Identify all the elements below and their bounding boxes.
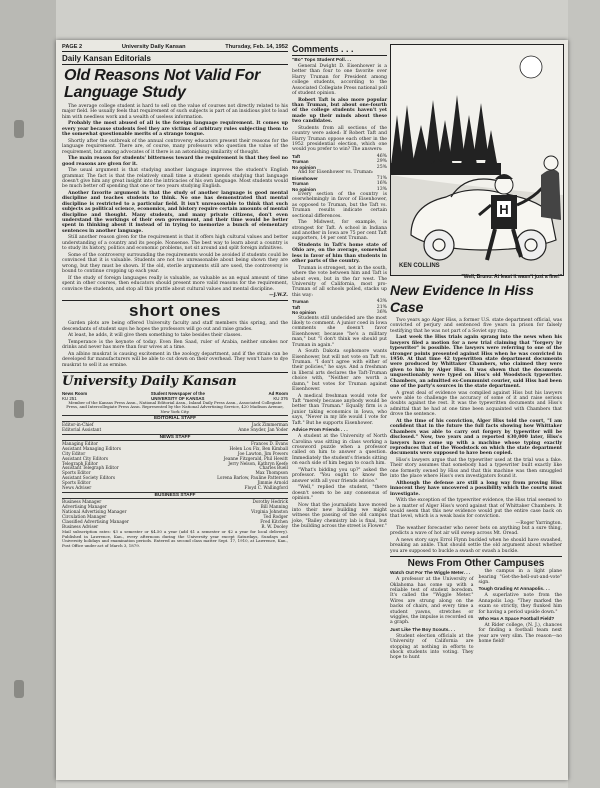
comment-paragraph: A South Dakota sophomore wants Eisenhower, but will not vote on Taft vs. Truman. "I don't agree with either of their policies," he says. And a freshman in liberal arts declares the Taft-Truman choice with, "Neither are worth a damn," but votes for Truman against Eisenhower. xyxy=(292,349,387,393)
comment-paragraph: Students from all sections of the country were asked: If Robert Taft and Harry Truman oppose each other in the 1952 presidential election, which one would you prefer to win? The answers: xyxy=(292,125,387,153)
editorial-paragraph: Still another reason given for the requirement is that it offers high cultural values and better understanding of a country and its people. Nonsense. The best way to learn about a country is to study its history, politics and economic problems, not sit around and split foreign infinitives. xyxy=(62,235,288,252)
staff-role: City Editor xyxy=(62,450,86,456)
hiss-paragraph: Last week the Hiss trials again sprang into the news when his lawyers filed a motion for a new trial claiming that "forgery by typewriter" is possible. The lawyers were referring to one of the stronger points presented against Hiss when he was convicted in 1950. At that time 42 typewritten state department documents were produced by Whittaker Chambers, who claimed they were given to him by Alger Hiss. It was shown that the documents unquestionably were typed on Hiss's old Woodstock typewriter. Chambers, an admitted ex-Communist courier, said Hiss had been one of the party's sources in the state department. xyxy=(390,335,562,390)
news-staff-list xyxy=(62,442,288,491)
staff-role: Assistant Managing Editors xyxy=(62,445,121,451)
poll-results-eisenhower-truman xyxy=(292,176,387,192)
comments-text xyxy=(292,316,387,427)
staff-row xyxy=(62,486,288,491)
staff-role: Sports Editor xyxy=(62,480,91,486)
poll-percent: 13% xyxy=(376,186,387,192)
editorial-paragraph: Some of the controversy surrounding the requirements would be avoided if students could be convinced that it is valuable. Students are not too unreasonable about being shown they are wrong, but they must be shown. If the old, sterile arguments still are used, the controversy is bound to continue cropping up each year. xyxy=(62,252,288,275)
editorial-paragraph: The average college student is hard to sell on the value of courses not directly related to his major field. He usually feels that requirement of such subjects is part of an insidious plot to load him with needless work and a wealth of useless information. xyxy=(62,104,288,120)
poll-percent: 16% xyxy=(376,181,387,187)
poll-option: No opinion xyxy=(292,186,316,192)
staff-role: Business Manager xyxy=(62,499,102,504)
editorial-column xyxy=(62,53,288,548)
poll-option: Truman xyxy=(292,181,309,187)
page-number: PAGE 2 xyxy=(62,44,83,50)
poll-percent: 43% xyxy=(376,299,387,305)
poll-percent: 21% xyxy=(376,304,387,310)
comments-text xyxy=(292,64,387,153)
poll-option: Taft xyxy=(292,154,301,160)
staff-role: Managing Editor xyxy=(62,440,98,446)
campus-item-text: A superlative note from the Annapolis Log: "They marked the exam so strictly, they flunked him for having a period upside down." xyxy=(478,593,562,615)
short-one-item: Garden plots are being offered University faculty and staff members this spring, and the descendants of student says he hopes the professors will go out and raise grades. xyxy=(62,321,288,332)
masthead-title: University Daily Kansan xyxy=(62,372,288,391)
staff-name: Frances D. Evans xyxy=(250,440,288,446)
campuses-columns xyxy=(390,569,562,661)
sweater-letter: H xyxy=(499,202,509,217)
staff-name: Dorothy Hedrick xyxy=(252,499,288,504)
news-room-phone: KU 251 xyxy=(62,395,77,401)
short-one-item: An albino muskrat is causing excitement in the zoology department, and if the strain can be developed fur manufacturers will be able to cut down on their overhead. They won't have to dye muskrat to sell it as ermine. xyxy=(62,351,288,368)
staff-role: Assistant Telegraph Editor xyxy=(62,465,119,471)
business-staff-title: BUSINESS STAFF xyxy=(62,492,288,499)
comments-text xyxy=(292,192,387,298)
page-header xyxy=(62,44,288,52)
staff-name: Bill Manning xyxy=(260,503,288,509)
campuses-left xyxy=(390,569,474,661)
hiss-paragraph: Two years ago Alger Hiss, a former U.S. state department official, was convicted of perjury and sentenced five years in prison for falsely testifying that he was not part of a Soviet spy ring. xyxy=(390,318,562,334)
hiss-paragraph: At the time of his conviction, Alger Hiss told the court, "I am confident that in the future the full facts showing how Whittaker Chambers was able to carry out forgery by typewriter will be disclosed." Now, two years and a reported $30,000 later, Hiss's lawyers have come up with a machine whose typing exactly reproduces that of the Woodstock on which the state department documents were supposed to have been copied. xyxy=(390,418,562,457)
staff-role: News Adviser xyxy=(62,485,92,491)
staff-name: Charles Buell xyxy=(259,465,288,471)
staff-name: Jeanne Fitzgerald, Phil Hewitt xyxy=(223,455,288,461)
staff-role: Assistant City Editors xyxy=(62,455,109,461)
editorial-paragraph: If the study of foreign languages really is valuable, as valuable as an equal amount of time spent in other courses, then educators should present more valid reasons for the requirement, convince the students, and stop all this prattle about cultural values and mental discipline. xyxy=(62,275,288,292)
editorial-cartoon xyxy=(390,44,564,276)
staff-role: Assistant Society Editors xyxy=(62,475,116,481)
comment-paragraph: A medical freshman would vote for Taft "merely because anybody would be better than Truman." Equally firm is a junior taking economics in Iowa, who says, "Never in my life would I vote for Taft." But he supports Eisenhower. xyxy=(292,393,387,426)
comments-subhead: "Bo" Tops Student Poll. . . xyxy=(292,58,352,63)
hiss-paragraph: With the exception of the typewriter evidence, the Hiss trial seemed to be a matter of Alger Hiss's word against that of Whittaker Chambers. It would seem that this new evidence would put the entire case back on that level, which is a weak basis for conviction. xyxy=(390,498,562,520)
campus-item-text: At Rider college, (N. J.), chances for finding a football team next year are very slim. The reason—no home field! xyxy=(478,623,562,645)
comment-paragraph: Robert Taft is also more popular than Truman, but about one-fourth of the college students haven't yet made up their minds about these two candidates. xyxy=(292,97,387,125)
staff-name: Anne Snyder, Jan Yoder xyxy=(238,427,288,433)
campus-item-text: A professor at the University of Oklahoma has come up with a reliable test of student boredom. It's called the "Wiggle Meter." Wires are strung along on the backs of chairs, and every time a student yawns, stretches or wiggles, the impulse is recorded on a graph. xyxy=(390,577,474,626)
staff-role: Circulation Manager xyxy=(62,513,107,519)
campuses-title: News From Other Campuses xyxy=(390,556,562,569)
binder-hole xyxy=(14,120,24,138)
paper-name: University Daily Kansan xyxy=(121,44,186,50)
campus-item-head: Just Like The Boy Scouts. . . xyxy=(390,627,456,633)
poll-percent: 29% xyxy=(376,159,387,165)
staff-role: Advertising Manager xyxy=(62,503,107,509)
staff-role: Business Adviser xyxy=(62,523,99,529)
comment-paragraph: "What's bidding you up?" asked the professor. "You ought to know the answer with all your friends advice." xyxy=(292,467,387,484)
short-ones-title: short ones xyxy=(129,301,221,321)
staff-role: Sports Editor xyxy=(62,470,91,476)
staff-name: Joe Lawton, Jim Powers xyxy=(237,450,288,456)
comment-paragraph: General Dwight D. Eisenhower is a better than four to one favorite over Harry Truman for President among college students, according to the Associated Collegiate Press national poll of student opinion. xyxy=(292,64,387,97)
binder-hole xyxy=(14,680,24,698)
masthead-sub2: UNIVERSITY OF KANSAS xyxy=(151,395,205,401)
filler-paragraph: The weather forecaster who never bets on anything but a sure thing, predicts a wave of hot air will sweep across Mt. Oread. xyxy=(390,525,562,537)
poll-option: Truman xyxy=(292,159,309,165)
news-staff-title: NEWS STAFF xyxy=(62,434,288,441)
left-margin xyxy=(0,0,56,788)
poll-option: No opinion xyxy=(292,310,316,316)
poll-percent: 46% xyxy=(376,154,387,160)
poll-question: And for Eisenhower vs. Truman: xyxy=(298,170,374,176)
issue-date: Thursday, Feb. 14, 1952 xyxy=(225,44,288,50)
campus-item-text: the campus in a light plane bearing "Get-the-hell-out-and-vote" sign. xyxy=(478,569,562,585)
staff-name: Jimmie Arnold xyxy=(257,480,288,486)
poll-option: Eisenhower xyxy=(292,175,318,181)
editorial-paragraph: The usual argument is that studying another language improves the student's English grammar. The fact is that the relatively small time a student spends studying that language doesn't give him any great insight into the intricacies of his own language. Most students would be much better off spending that one or two years studying English. xyxy=(62,168,288,190)
poll-option: Truman xyxy=(292,299,309,305)
editorial-paragraph: Shortly after the outbreak of the annual controversy educators present their reasons for the language requirement. There are, of course, many professors who question the value of the requirement, but among advocates of it there is an astonishing similarity of thought. xyxy=(62,138,288,155)
editorial-staff-list xyxy=(62,423,288,433)
comment-paragraph: Students in Taft's home state of Ohio are, on the average, somewhat less in favor of him than students in other parts of the country. xyxy=(292,242,387,265)
staff-name: Fred Kitchen xyxy=(260,518,288,524)
staff-name: Floyd C. Wallingford xyxy=(244,485,288,491)
staff-role: Classified Advertising Manager xyxy=(62,518,129,524)
staff-name: Jerry Nelson, Kathryn Keefe xyxy=(228,460,288,466)
comment-paragraph: The Midwest, for example, is strongest for Taft. A school in Indiana and another in Iowa are 75 per cent Taft supporters, 14 per cent Truman. xyxy=(292,220,387,242)
hiss-body xyxy=(390,318,562,520)
comments-column xyxy=(292,44,387,531)
short-ones-box xyxy=(62,300,288,368)
hiss-headline: New Evidence In Hiss Case xyxy=(390,282,534,315)
cartoon-signature: KEN COLLINS xyxy=(399,263,440,269)
staff-row xyxy=(62,428,288,433)
news-room-label: News Room xyxy=(62,390,88,396)
hiss-column xyxy=(390,282,562,661)
editorial-paragraph: Probably the most abused of all is the foreign language requirement. It comes up every year because students feel they are victims of arbitrary rules subjecting them to the somewhat questionable merits of a strange tongue. xyxy=(62,121,288,138)
hiss-paragraph: Although the defense are still a long way from proving Hiss innocent they have uncovered a possibility which the courts must investigate. xyxy=(390,480,562,497)
staff-role: Telegraph Editor xyxy=(62,460,98,466)
editorial-paragraph: The main reason for students' bitterness toward the requirement is that they feel no good reasons are given for it. xyxy=(62,156,288,167)
campus-item-text: Student election officials at the University of California are stopping at nothing in efforts to shock students into voting. They hope to hunt xyxy=(390,633,474,661)
hiss-extra xyxy=(390,526,562,554)
staff-name: Ted Rodger xyxy=(263,513,288,519)
rival-figure xyxy=(541,156,561,220)
comment-paragraph: A student at the University of North Carolina was sitting in class working a crossword puzzle when a professor called on him to answer a question. Immediately the student's friends sitting on each side of him began to coach him. xyxy=(292,434,387,467)
moon-icon xyxy=(520,56,542,78)
comments-text xyxy=(292,434,387,529)
subscription-footer: Mail subscription rates: $3 a semester or $4.50 a year (add $1 a semester or $2 a year for local delivery). Published in Lawrence, Kan., every afternoon during the University year except Saturdays, Sundays and University holidays and examination periods. Entered as second class matter Sept. 17, 1910, at Lawrence, Kan., Post Office under act of March 3, 1879. xyxy=(62,529,288,548)
right-margin xyxy=(568,0,600,788)
poll-percent: 36% xyxy=(376,310,387,316)
staff-role: Editorial Assistant xyxy=(62,427,102,433)
editorial-byline: —J.W.Z. xyxy=(269,293,288,299)
campus-item-head: Who Has A Space Football Field? xyxy=(478,617,555,622)
campus-item-head: Watch Out For The Wiggle Meter. . . xyxy=(390,571,471,577)
comments-title: Comments . . . xyxy=(292,44,387,56)
editorial-paragraph: Another favorite argument is that the study of another language is good mental discipline and teaches students to think. No one has demonstrated that mental discipline is restricted to a particular field. It isn't unreasonable to think that such subjects as political science, economics, and history require certain amounts of mental discipline and thought. Many students, and many private citizens, don't even understand the workings of their own government, and their time would be better spent in thinking about it instead of in trying to memorize a bunch of elementary sentences in another language. xyxy=(62,191,288,234)
binder-hole xyxy=(14,400,24,418)
comment-paragraph: Every section of the country is overwhelmingly in favor of Eisenhower, as opposed to Truman, but the Taft vs. Truman results indicate certain sectional differences. xyxy=(292,191,387,219)
poll-percent: 71% xyxy=(376,175,387,181)
comment-paragraph: Students still undecided are the most likely to comment. A junior coed in Iowa comments she doesn't favor Eisenhower, because "he's a military man," but "I don't think we should put Truman in again." xyxy=(292,315,387,348)
poll-option: No opinion xyxy=(292,164,316,170)
hiss-paragraph: Hiss's lawyers argue that the typewriter used at the trial was a fake. Their story assumes that somebody had a typewriter built exactly like one formerly owned by Hiss and that this machine was then smuggled into the place where Hiss's own investigators found it. xyxy=(390,457,562,480)
campus-item-head: Tough Grading At Annapolis. . . xyxy=(478,587,550,593)
masthead-sub1: Student Newspaper of the xyxy=(150,390,205,396)
ad-room-phone: KU 376 xyxy=(273,395,288,401)
hiss-paragraph: A great deal of evidence was compiled against Hiss but his lawyers were able to challenge the accuracy of some of it and raise serious doubts against the rest. It was the typewritten documents and Hiss's admittal that he had at one time been acquainted with Chambers that drove the sentence. xyxy=(390,390,562,418)
editorial-staff-title: EDITORIAL STAFF xyxy=(62,415,288,422)
tree-line xyxy=(391,95,501,175)
staff-name: Virginia Johnston xyxy=(251,508,288,514)
editorials-kicker: Daily Kansan Editorials xyxy=(62,53,288,65)
ad-room-label: Ad Room xyxy=(268,390,288,396)
short-one-item: At least, he adds, it will give them something to take besides their classes. xyxy=(68,333,242,339)
staff-name: Helen Lou Fix, Ben Kimball xyxy=(229,445,288,451)
filler-paragraph: A news story says Errol Flynn buckled when he should have swashed, breaking an ankle. That should settle the old argument about whether you are supposed to buckle a swash or swash a buckle. xyxy=(390,537,562,554)
cartoon-drawing xyxy=(391,45,563,275)
staff-name: Jack Zimmerman xyxy=(251,422,288,428)
editorial-body xyxy=(62,104,288,292)
poll-results-taft-truman xyxy=(292,154,387,170)
comment-paragraph: Now that the journalists have moved into their new building we might witness the passing of the old campus joke, "Bailey chemistry lab is final, but the building across the street is Flower." xyxy=(292,502,387,530)
hiss-byline: —Roger Yarrington. xyxy=(515,520,562,526)
masthead-note: Member of the Kansas Press Assn., National Editorial Assn., Inland Daily Press Assn., Associated Collegiate Press, and Intercollegiate Press Assn. Represented by the National Advertising Service, 420 Madison Avenue, New York City. xyxy=(66,399,284,414)
comment-paragraph: "Well," replied the student, "there doesn't seem to be any consensus of opinion." xyxy=(292,485,387,501)
short-one-item: Temperance is the keynote of today. Even Ben Saad, ruler of Arabia, neither smokes nor drinks and never has more than four wives at a time. xyxy=(62,339,288,351)
advice-subhead: Advice From Friends . . . xyxy=(292,428,348,434)
editorial-headline: Old Reasons Not Valid For Language Study xyxy=(64,67,261,101)
staff-role: National Advertising Manager xyxy=(62,508,127,514)
business-staff-list xyxy=(62,500,288,529)
staff-name: Max Thompson xyxy=(255,470,288,476)
staff-name: Lorena Barlow, Pauline Patterson xyxy=(217,475,288,481)
poll-percent: 25% xyxy=(376,164,387,170)
staff-name: R. W. Dooley xyxy=(261,523,288,529)
staff-role: Editor-in-Chief xyxy=(62,422,94,428)
short-ones-body xyxy=(62,321,288,368)
cartoon-caption: "Well, Bruno. At least it wasn't just a fine!" xyxy=(461,274,562,280)
campuses-right xyxy=(479,569,563,661)
comment-paragraph: Truman is strongest, not in the south, where the vote between him and Taft is about even, but in the far west. The University of California, most pro-Truman of all schools polled, stacks up this way: xyxy=(292,265,387,298)
poll-option: Taft xyxy=(292,304,301,310)
poll-results-california xyxy=(292,299,387,315)
